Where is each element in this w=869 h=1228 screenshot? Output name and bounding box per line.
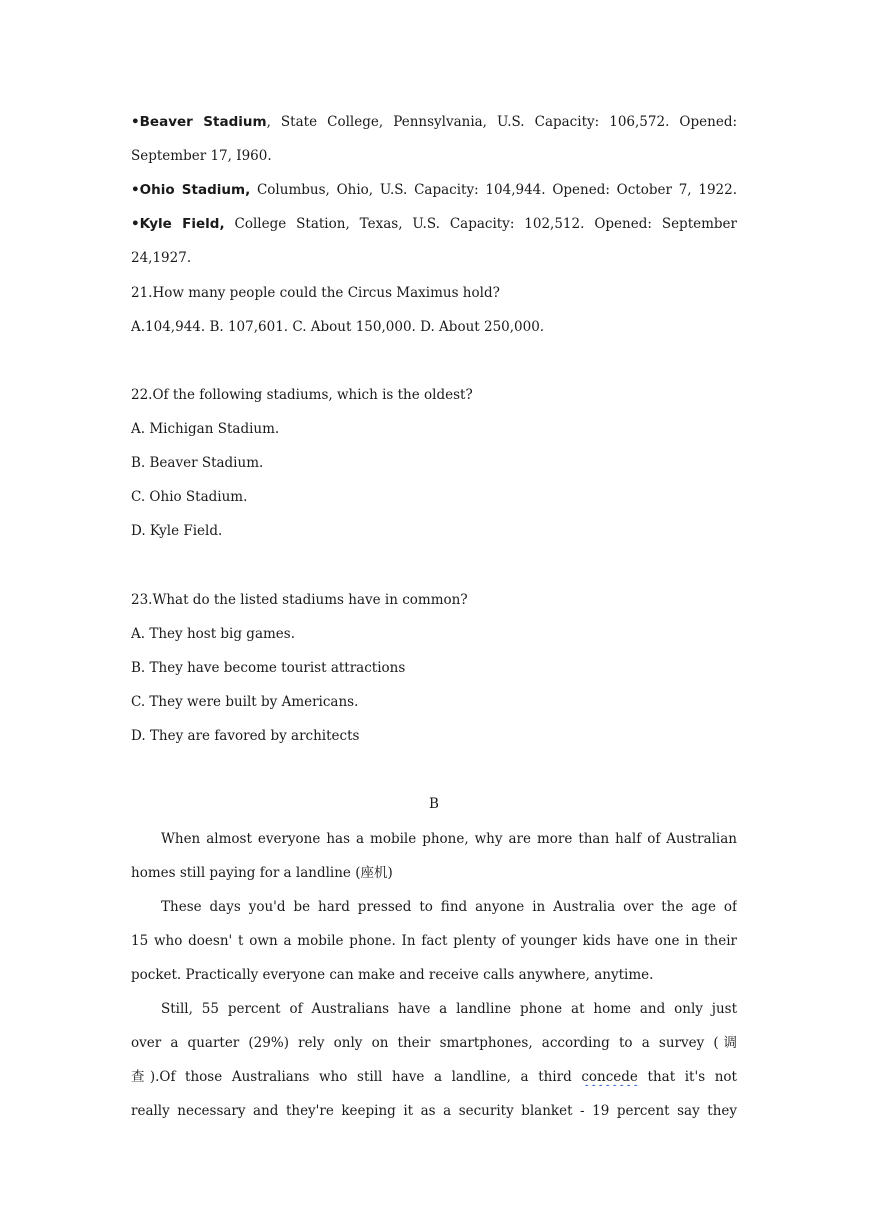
question-21-options: A.104,944. B. 107,601. C. About 150,000. D. About 250,000.	[131, 319, 545, 335]
stadium-entry-beaver	[131, 113, 737, 131]
question-23-option-d: D. They are favored by architects	[131, 728, 360, 744]
paragraph-3-line: Still, 55 percent of Australians have a landline phone at home and only just	[161, 1001, 737, 1017]
paragraph-2-line: 15 who doesn' t own a mobile phone. In fact plenty of younger kids have one in their	[131, 933, 737, 949]
paragraph-3-line: really necessary and they're keeping it as a security blanket - 19 percent say they	[131, 1103, 737, 1119]
paragraph-2-line: These days you'd be hard pressed to find anyone in Australia over the age of	[161, 899, 737, 915]
question-22-option-a: A. Michigan Stadium.	[131, 421, 280, 437]
paragraph-1-line: homes still paying for a landline (座机)	[131, 865, 393, 881]
stadium-name: •Kyle Field,	[131, 216, 225, 232]
stadium-details: Columbus, Ohio, U.S. Capacity: 104,944. Opened: October 7, 1922.	[250, 182, 737, 198]
question-22-option-c: C. Ohio Stadium.	[131, 489, 248, 505]
question-22-option-d: D. Kyle Field.	[131, 523, 223, 539]
stadium-details: College Station, Texas, U.S. Capacity: 102,512. Opened: September	[224, 216, 737, 232]
question-23-option-a: A. They host big games.	[131, 626, 295, 642]
question-22-option-b: B. Beaver Stadium.	[131, 455, 264, 471]
paragraph-1-line: When almost everyone has a mobile phone, why are more than half of Australian	[161, 831, 737, 847]
question-21-stem: 21.How many people could the Circus Maximus hold?	[131, 285, 500, 301]
underlined-word: concede	[581, 1069, 638, 1085]
stadium-entry-kyle	[131, 215, 737, 233]
stadium-details: , State College, Pennsylvania, U.S. Capacity: 106,572. Opened:	[266, 114, 737, 130]
stadium-details-continued: September 17, I960.	[131, 148, 272, 164]
question-23-option-c: C. They were built by Americans.	[131, 694, 359, 710]
paragraph-2-line: pocket. Practically everyone can make and receive calls anywhere, anytime.	[131, 967, 654, 983]
question-23-stem: 23.What do the listed stadiums have in common?	[131, 592, 468, 608]
stadium-name: •Beaver Stadium	[131, 114, 267, 130]
paragraph-3-line: 查).Of those Australians who still have a landline, a third concede that it's not	[131, 1069, 737, 1085]
question-22-stem: 22.Of the following stadiums, which is the oldest?	[131, 387, 473, 403]
question-23-option-b: B. They have become tourist attractions	[131, 660, 406, 676]
section-heading: B	[429, 796, 439, 812]
stadium-entry-ohio	[131, 181, 737, 199]
paragraph-3-line: over a quarter (29%) rely only on their smartphones, according to a survey (调	[131, 1035, 737, 1051]
stadium-details-continued: 24,1927.	[131, 250, 192, 266]
stadium-name: •Ohio Stadium,	[131, 182, 251, 198]
